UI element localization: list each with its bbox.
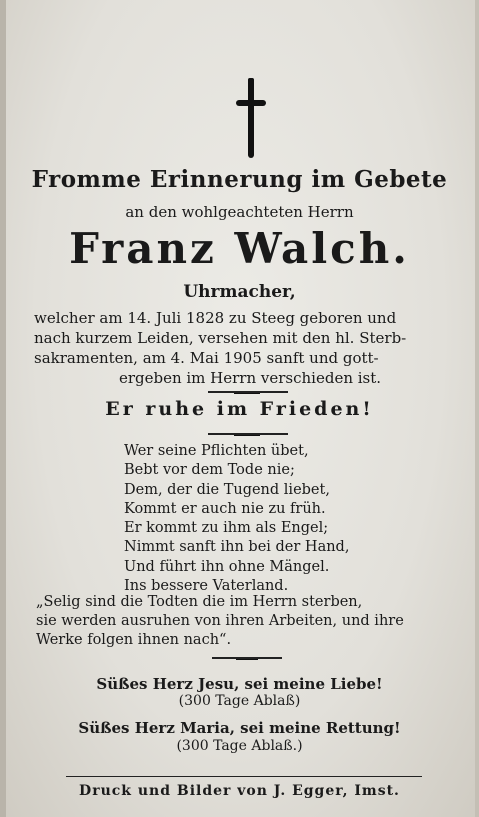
poem-line: Dem, der die Tugend liebet, (124, 481, 330, 498)
printer-credit: Druck und Bilder von J. Egger, Imst. (79, 783, 400, 799)
poem (124, 442, 349, 596)
poem-line: Ins bessere Vaterland. (124, 578, 289, 595)
bio-line: sakramenten, am 4. Mai 1905 sanft und gott- (34, 349, 379, 367)
bio-line: ergeben im Herrn verschieden ist. (118, 369, 382, 387)
prayer-jesus: Süßes Herz Jesu, sei meine Liebe! (96, 675, 383, 693)
poem-line: Bebt vor dem Tode nie; (124, 462, 295, 479)
quote-line: Werke folgen ihnen nach“. (36, 632, 232, 648)
prayer-maria: Süßes Herz Maria, sei meine Rettung! (78, 719, 401, 737)
poem-line: Wer seine Pflichten übet, (124, 443, 309, 459)
scripture-quote (36, 593, 464, 650)
occupation: Uhrmacher, (183, 282, 296, 302)
footer-rule (66, 776, 422, 777)
bio-line: nach kurzem Leiden, versehen mit den hl. Sterb- (34, 329, 407, 347)
divider-line (208, 391, 288, 393)
cross-icon (236, 78, 266, 160)
quote-line: sie werden ausruhen von ihren Arbeiten, und ihre (36, 613, 404, 629)
deceased-name: Franz Walch. (69, 224, 410, 273)
bio-line: welcher am 14. Juli 1828 zu Steeg geboren und (34, 309, 397, 327)
indulgence-note: (300 Tage Ablaß.) (176, 738, 303, 754)
biography (34, 308, 466, 388)
quote-line: „Selig sind die Todten die im Herrn sterben, (36, 594, 363, 610)
poem-line: Nimmt sanft ihn bei der Hand, (124, 539, 350, 556)
poem-line: Kommt er auch nie zu früh. (124, 500, 326, 517)
indulgence-note: (300 Tage Ablaß) (178, 693, 301, 709)
card-heading: Fromme Erinnerung im Gebete (31, 166, 448, 193)
divider-line (212, 657, 282, 659)
rest-in-peace: Er ruhe im Frieden! (105, 398, 374, 420)
card-subheading: an den wohlgeachteten Herrn (125, 203, 354, 221)
divider-line (208, 433, 288, 435)
poem-line: Und führt ihn ohne Mängel. (124, 558, 330, 575)
poem-line: Er kommt zu ihm als Engel; (124, 520, 329, 537)
